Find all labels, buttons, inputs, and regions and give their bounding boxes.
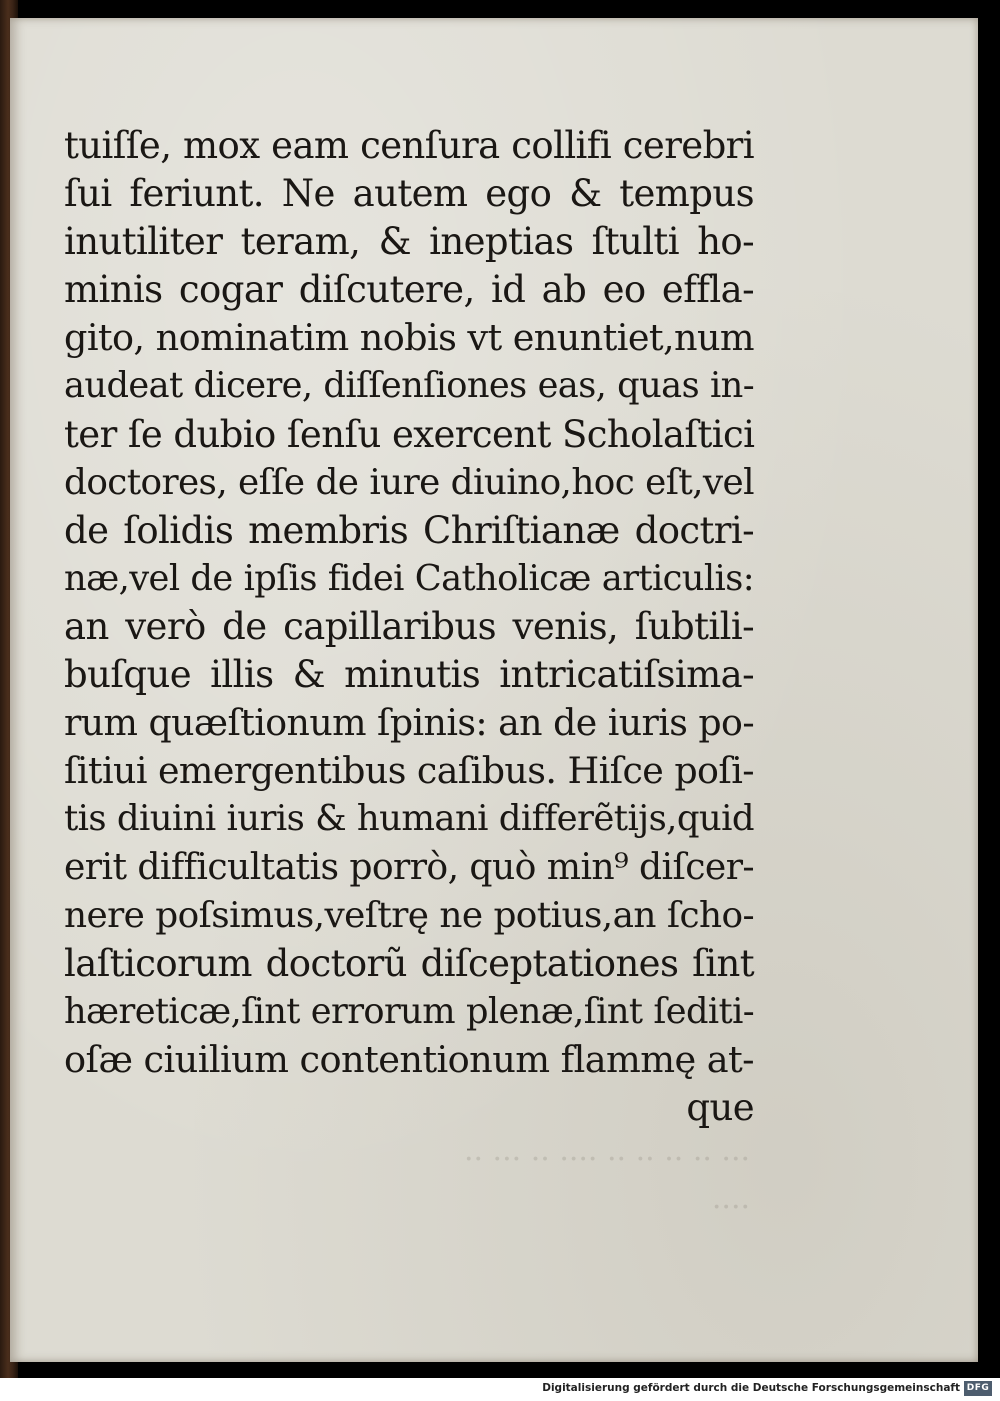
text-line: hæreticæ,ſint errorum plenæ,ſint ſediti- <box>64 990 754 1032</box>
text-line: rum quæſtionum ſpinis: an de iuris po- <box>64 701 754 745</box>
text-line: inutiliter teram, & ineptias ſtulti ho- <box>64 220 754 264</box>
text-line: ter ſe dubio ſenſu exercent Scholaſtici <box>64 412 755 456</box>
text-line: doctores, eſſe de iure diuino,hoc eſt,vel <box>64 461 754 503</box>
text-line: erit difficultatis porrò, quò min⁹ diſcer- <box>64 845 754 889</box>
text-line: de ſolidis membris Chriſtianæ doctri- <box>64 508 754 552</box>
digitization-footer <box>0 1378 1000 1401</box>
dfg-logo-icon: DFG <box>964 1381 992 1396</box>
show-through-texture: ··· ·· ·· ·· ·· ···· ·· ··· ·· ···· <box>463 1142 750 1225</box>
text-line: nere poſsimus,veſtrę ne potius,an ſcho- <box>64 894 754 936</box>
text-line: buſque illis & minutis intricatiſsima- <box>64 653 754 697</box>
catchword: que <box>686 1085 754 1129</box>
text-line: an verò de capillaribus venis, ſubtili- <box>64 604 754 648</box>
text-line: gito, nominatim nobis vt enuntiet,num <box>64 316 754 360</box>
text-line: audeat dicere, diſſenſiones eas, quas in- <box>64 365 754 407</box>
text-line: tuiſſe, mox eam cenſura collifi cerebri <box>64 124 754 167</box>
text-line: næ,vel de ipſis fidei Catholicæ articulis: <box>64 557 754 599</box>
text-line: tis diuini iuris & humani differẽtijs,quid <box>64 798 754 840</box>
text-line: ſitiui emergentibus caſibus. Hiſce poſi- <box>64 749 754 793</box>
book-page <box>10 18 978 1362</box>
funding-credit: Digitalisierung gefördert durch die Deutsche Forschungsgemeinschaft <box>542 1382 960 1394</box>
text-line: oſæ ciuilium contentionum flammę at- <box>64 1037 754 1081</box>
text-line: laſticorum doctorũ diſceptationes ſint <box>64 941 754 985</box>
page-text <box>64 122 754 1132</box>
text-line: ſui feriunt. Ne autem ego & tempus <box>64 172 754 216</box>
text-line: minis cogar diſcutere, id ab eo effla- <box>64 268 754 312</box>
